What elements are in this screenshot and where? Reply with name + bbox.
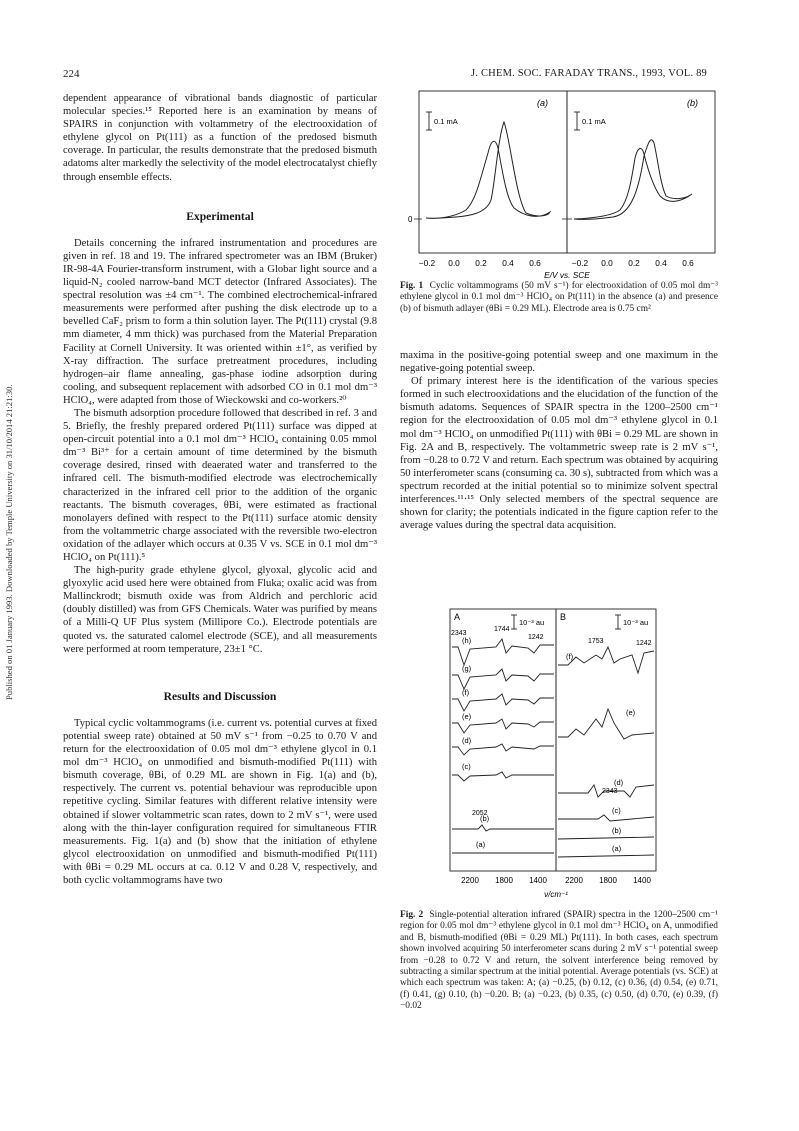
fig1-tick-a-3: 0.2	[475, 258, 487, 268]
fig2-spectra-b	[558, 647, 654, 857]
fig1-tick-b-1: −0.2	[571, 258, 589, 268]
journal-header: J. CHEM. SOC. FARADAY TRANS., 1993, VOL. 89	[471, 68, 707, 79]
fig2-scale-bar-b	[615, 615, 621, 629]
fig2-x-ticks-a	[461, 876, 547, 885]
fig1-x-axis-label: E/V vs. SCE	[544, 270, 590, 280]
fig2-caption	[400, 910, 718, 1013]
right-paragraph-2: Of primary interest here is the identification of the various species formed in such electrooxidations and the elucidation of the function of the bismuth adatoms. Sequences of SPAIR spectra in the 1200–2500 cm⁻¹ region for the electrooxidation of 0.05 mol dm⁻³ ethylene glycol in 0.1 mol dm⁻³ HClO₄ on unmodified Pt(111) with θBi = 0.29 ML are shown in Fig. 2A and B, respectively. The voltammetric sweep rate is 2 mV s⁻¹, from −0.28 to 0.72 V and return. Each spectrum was obtained by acquiring 50 interferometer scans (consuming ca. 30 s), subtracted from which was a spectrum recorded at the initial potential so to minimize solvent spectral interferences.¹¹·¹⁵ Only selected members of the spectral sequence are shown for clarity; the potentials indicated in the figure caption refer to the average values during the spectral data acquisition.	[400, 376, 718, 532]
fig2-caption-text: Single-potential alteration infrared (SPAIR) spectra in the 1200–2500 cm⁻¹ region for 0.05 mol dm⁻³ ethylene glycol in 0.1 mol dm⁻³ HClO₄ on A, unmodified and B, bismuth-modified (θBi = 0.29 ML) Pt(111). In both cases, each spectrum shown involved acquiring 50 interferometer scans during 2 mV s⁻¹ potential sweep from −0.28 to 0.72 V and return, the solvent interference being removed by subtracting a similar spectrum at the initial potential. Average potentials (vs. SCE) at which each spectrum was taken: A; (a) −0.25, (b) 0.12, (c) 0.36, (d) 0.54, (e) 0.71, (f) 0.41, (g) 0.10, (h) −0.20. B; (a) −0.23, (b) 0.35, (c) 0.50, (d) 0.70, (e) 0.39, (f) −0.02	[400, 910, 718, 1012]
fig2-x-ticks-b	[565, 876, 651, 885]
download-watermark-text: Published on 01 January 1993. Downloaded by Temple University on 31/10/2014 21:21:30.	[4, 384, 14, 700]
fig2-spectrum-b-b	[558, 837, 654, 839]
fig2-scale-bar-a	[511, 615, 517, 629]
fig2-caption-label: Fig. 2	[400, 910, 424, 920]
experimental-paragraph-3: The high-purity grade ethylene glycol, glyoxal, glycolic acid and glyoxylic acid used here were obtained from Fluka; oxalic acid was from Mallinckrodt; bismuth oxide was from Aldrich and perchloric acid (doubly distilled) was from GFS Chemicals. Water was purified by means of a Milli-Q UF Plus system (Millipore Co.). Electrode potentials are quoted vs. the saturated calomel electrode (SCE), and all measurements were performed at room temperature, 23±1 °C.	[63, 565, 377, 655]
fig2-peak-b-1753: 1753	[588, 638, 604, 645]
fig1-tick-b-3: 0.2	[628, 258, 640, 268]
fig1-zero-label: 0	[408, 215, 413, 224]
fig2-label-a-c: (c)	[462, 762, 471, 771]
fig2-peak-b-1242: 1242	[636, 640, 652, 647]
figure-2	[448, 607, 678, 907]
left-column	[63, 92, 377, 887]
experimental-paragraph-1: Details concerning the infrared instrumentation and procedures are given in ref. 18 and 19. The infrared spectrometer was an IBM (Bruker) IR-98-4A Fourier-transform instrument, with a Globar light source and a liquid-N₂ cooled narrow-band MCT detector (Infrared Associates). The spectral resolution was ±4 cm⁻¹. The combined electrochemical-infrared measurements were performed after pushing the disk electrode up to a bevelled CaF₂ prism to form a thin solution layer. The Pt(111) crystal (9.8 mm diameter, 4 mm thick) was purchased from the Material Preparation Facility at Cornell University. It was oriented within ±1°, as verified by X-ray diffraction. The surface pretreatment procedures, including hydrogen–air flame annealing, gas-phase iodine adsorption during cooling, and subsequent replacement with adsorbed CO in 0.1 mol dm⁻³ HClO₄, were adapted from those of Wieckowski and co-workers.²⁰	[63, 237, 377, 406]
results-heading: Results and Discussion	[163, 689, 277, 703]
fig2-scale-label-a: 10⁻³ au	[519, 618, 545, 627]
fig2-frame-b	[556, 609, 656, 871]
fig1-scale-bar-a	[426, 112, 432, 130]
fig2-label-b-c: (c)	[612, 806, 621, 815]
fig2-label-b-e: (e)	[626, 708, 636, 717]
fig1-cv-curve-a	[426, 122, 550, 218]
fig2-label-a-d: (d)	[462, 736, 472, 745]
fig2-spectrum-a-c	[452, 772, 554, 781]
fig1-caption-text: Cyclic voltammograms (50 mV s⁻¹) for electrooxidation of 0.05 mol dm⁻³ ethylene glycol in 0.1 mol dm⁻³ HClO₄ on Pt(111) in the absence (a) and presence (b) of bismuth adlayer (θBi = 0.29 ML). Electrode area is 0.75 cm²	[400, 281, 718, 314]
fig2-tick-b-3: 1400	[633, 876, 651, 885]
experimental-heading: Experimental	[186, 209, 254, 223]
fig2-peak-a-1744: 1744	[494, 626, 510, 633]
fig1-scale-label-b: 0.1 mA	[582, 117, 606, 126]
fig1-panel-a-label: (a)	[537, 98, 548, 108]
fig2-peak-a-2052: 2052	[472, 810, 488, 817]
fig2-spectrum-a-d	[452, 744, 554, 755]
fig1-tick-a-4: 0.4	[502, 258, 514, 268]
fig1-tick-a-2: 0.0	[448, 258, 460, 268]
fig1-tick-b-5: 0.6	[682, 258, 694, 268]
fig2-labels-b	[566, 652, 636, 853]
intro-paragraph: dependent appearance of vibrational bands diagnostic of particular molecular species.¹⁵ Reported here is an examination by means of SPAIRS in conjunction with voltammetry of the electrooxidation of ethylene glycol on Pt(111) as a function of the predosed bismuth coverage. In particular, the results demonstrate that the predosed bismuth adatoms alter markedly the selectivity of the model electrocatalyst chiefly through ensemble effects.	[63, 93, 377, 183]
fig2-label-b-f: (f)	[566, 652, 574, 661]
figure-1	[398, 88, 718, 280]
fig1-cv-curve-b	[574, 140, 692, 220]
download-watermark	[4, 260, 18, 700]
fig2-tick-a-2: 1800	[495, 876, 513, 885]
fig2-label-b-d: (d)	[614, 778, 624, 787]
fig2-panel-a-label: A	[454, 612, 461, 622]
fig2-spectrum-b-e	[558, 709, 654, 739]
fig2-label-a-g: (g)	[462, 664, 472, 673]
fig2-spectrum-a-b	[452, 825, 554, 831]
fig2-label-a-h: (h)	[462, 636, 472, 645]
fig2-panel-b-label: B	[560, 612, 567, 622]
fig2-peak-b-2343: 2343	[602, 788, 618, 795]
fig2-peaks-b	[588, 638, 652, 795]
fig2-peak-a-2343: 2343	[451, 630, 467, 637]
fig2-label-a-b: (b)	[480, 814, 490, 823]
fig1-x-ticks-b	[572, 258, 694, 268]
fig2-spectrum-a-e	[452, 719, 554, 733]
right-column	[400, 349, 718, 532]
experimental-paragraph-2: The bismuth adsorption procedure followed that described in ref. 3 and 5. Briefly, the freshly prepared ordered Pt(111) surface was dipped at open-circuit potential into a 0.1 mol dm⁻³ HClO₄ containing 0.05 mmol dm⁻³ Bi³⁺ for a certain amount of time determined by the bismuth coverage desired, rinsed with deaerated water and transferred to the infrared cell. The bismuth-modified electrode was electrochemically characterized in the infrared cell prior to the addition of the organic reactants. The bismuth coverages, θBi, were estimated as fractional monolayers defined with respect to the Pt(111) surface atomic density from the voltammetric charge associated with the reversible two-electron oxidation of the adlayer which occurs at 0.35 V vs. SCE in 0.1 mol dm⁻³ HClO₄ on Pt(111).⁵	[63, 407, 377, 563]
fig2-label-a-a: (a)	[476, 840, 486, 849]
fig2-label-b-b: (b)	[612, 826, 622, 835]
fig2-label-a-f: (f)	[462, 688, 470, 697]
fig1-scale-bar-b	[574, 112, 580, 130]
fig2-spectrum-b-a	[558, 855, 654, 857]
fig1-panel-b-label: (b)	[687, 98, 698, 108]
fig1-tick-a-5: 0.6	[529, 258, 541, 268]
fig2-tick-a-3: 1400	[529, 876, 547, 885]
page-number: 224	[63, 68, 80, 80]
fig1-caption	[400, 281, 718, 315]
fig2-peak-a-1242: 1242	[528, 634, 544, 641]
fig2-label-b-a: (a)	[612, 844, 622, 853]
fig2-x-axis-label: ν/cm⁻¹	[544, 890, 568, 899]
results-paragraph-1: Typical cyclic voltammograms (i.e. current vs. potential curves at fixed potential sweep rate) obtained at 50 mV s⁻¹ from −0.25 to 0.70 V and return for the electrooxidation of 0.05 mol dm⁻³ ethylene glycol in 0.1 mol dm⁻³ HClO₄ on unmodified and bismuth-modified Pt(111) with bismuth coverage, θBi, of 0.29 ML are shown in Fig. 1(a) and (b), respectively. The current vs. potential behaviour was reproducible upon repetitive cycling. Similar features with different relative intensity were obtained if slower voltammetric scan rates, down to 2 mV s⁻¹, were used along with the thin-layer configuration required for simultaneous FTIR measurements. Fig. 1(a) and (b) show that the initiation of ethylene glycol electrooxidation on unmodified and bismuth-modified Pt(111) with θBi = 0.29 ML occurs at ca. 0.12 V and 0.28 V, respectively, and both cyclic voltammograms have two	[63, 717, 377, 886]
fig1-tick-a-1: −0.2	[418, 258, 436, 268]
fig2-tick-a-1: 2200	[461, 876, 479, 885]
fig1-frame-a	[419, 91, 567, 253]
fig1-x-ticks-a	[419, 258, 541, 268]
fig1-tick-b-4: 0.4	[655, 258, 667, 268]
fig1-scale-label-a: 0.1 mA	[434, 117, 458, 126]
fig2-tick-b-1: 2200	[565, 876, 583, 885]
fig2-label-a-e: (e)	[462, 712, 472, 721]
fig1-caption-label: Fig. 1	[400, 281, 424, 291]
fig1-tick-b-2: 0.0	[601, 258, 613, 268]
right-paragraph-1: maxima in the positive-going potential sweep and one maximum in the negative-going potential sweep.	[400, 350, 718, 375]
fig2-peaks-a	[451, 626, 544, 817]
fig2-spectrum-b-c	[558, 815, 654, 821]
fig2-tick-b-2: 1800	[599, 876, 617, 885]
fig2-labels-a	[462, 636, 490, 849]
fig2-scale-label-b: 10⁻³ au	[623, 618, 649, 627]
